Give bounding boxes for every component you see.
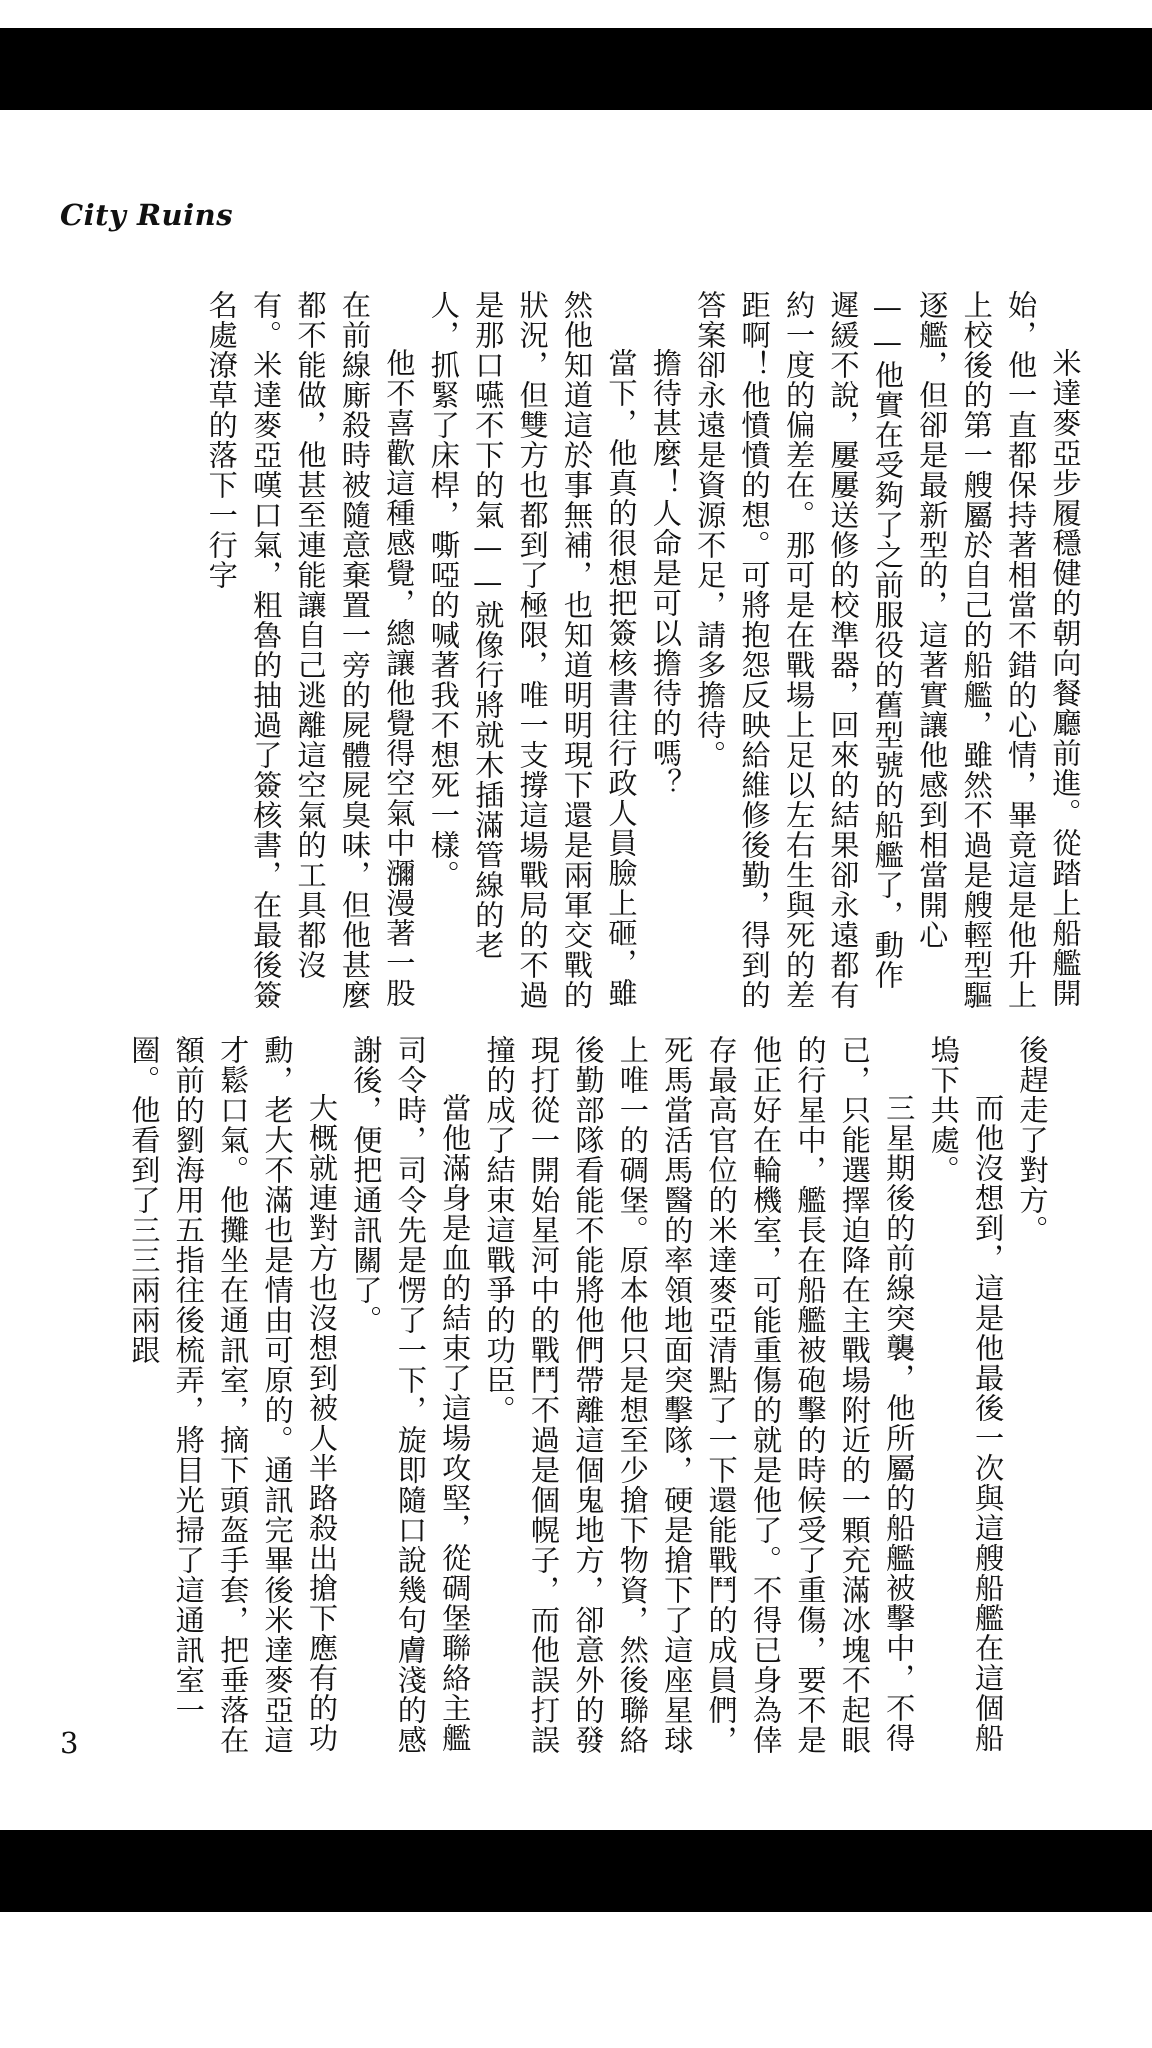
bottom-letterbox-bar (0, 1830, 1152, 1912)
paragraph: 米達麥亞步履穩健的朝向餐廳前進。從踏上船艦開始，他一直都保持著相當不錯的心情，畢竟這是他升上上校後的第一艘屬於自己的船艦，雖然不過是艘輕型驅逐艦，但卻是最新型的，這著實讓他感到相當開心——他實在受夠了之前服役的舊型號的船艦了，動作遲緩不說，屢屢送修的校準器，回來的結果卻永遠都有約一度的偏差在。那可是在戰場上足以左右生與死的差距啊！他憤憤的想。可將抱怨反映給維修後勤，得到的答案卻永遠是資源不足，請多擔待。 (692, 290, 1082, 1010)
book-title: City Ruins (60, 198, 234, 232)
paragraph: 而他沒想到，這是他最後一次與這艘船艦在這個船塢下共處。 (926, 1035, 1005, 1754)
upper-text-column (47, 290, 1087, 1010)
paragraph: 後趕走了對方。 (1015, 1035, 1049, 1245)
paragraph: 當下，他真的很想把簽核書往行政人員臉上砸，雖然他知道這於事無補，也知道明明現下還是兩軍交戰的狀況，但雙方也都到了極限，唯一支撐這場戰局的不過是那口嚥不下的氣——就像行將就木插滿管線的老人，抓緊了床桿，嘶啞的喊著我不想死一樣。 (426, 290, 638, 1010)
lower-text-column (47, 1035, 1054, 1755)
paragraph: 擔待甚麼！人命是可以擔待的嗎？ (648, 348, 683, 799)
page-number: 3 (60, 1726, 79, 1760)
paragraph: 三星期後的前線突襲，他所屬的船艦被擊中，不得已，只能選擇迫降在主戰場附近的一顆充滿冰塊不起眼的行星中，艦長在船艦被砲擊的時候受了重傷，要不是他正好在輪機室，可能重傷的就是他了。不得已身為倖存最高官位的米達麥亞清點了一下還能戰鬥的成員們，死馬當活馬醫的率領地面突擊隊，硬是搶下了這座星球上唯一的碉堡。原本他只是想至少搶下物資，然後聯絡後勤部隊看能不能將他們帶離這個鬼地方，卻意外的發現打從一開始星河中的戰鬥不過是個幌子，而他誤打誤撞的成了結束這戰爭的功臣。 (482, 1035, 916, 1755)
top-letterbox-bar (0, 28, 1152, 110)
paragraph: 他不喜歡這種感覺，總讓他覺得空氣中瀰漫著一股在前線廝殺時被隨意棄置一旁的屍體屍臭味，但他甚麼都不能做，他甚至連能讓自己逃離這空氣的工具都沒有。米達麥亞嘆口氣，粗魯的抽過了簽核書，在最後簽名處潦草的落下一行字 (204, 290, 416, 1010)
paragraph: 當他滿身是血的結束了這場攻堅，從碉堡聯絡主艦司令時，司令先是愣了一下，旋即隨口說幾句膚淺的感謝後，便把通訊關了。 (348, 1035, 472, 1755)
paragraph: 大概就連對方也沒想到被人半路殺出搶下應有的功勳，老大不滿也是情由可原的。通訊完畢後米達麥亞這才鬆口氣。他攤坐在通訊室，摘下頭盔手套，把垂落在額前的劉海用五指往後梳弄，將目光掃了這通訊室一圈。他看到了三三兩兩跟 (126, 1035, 339, 1755)
